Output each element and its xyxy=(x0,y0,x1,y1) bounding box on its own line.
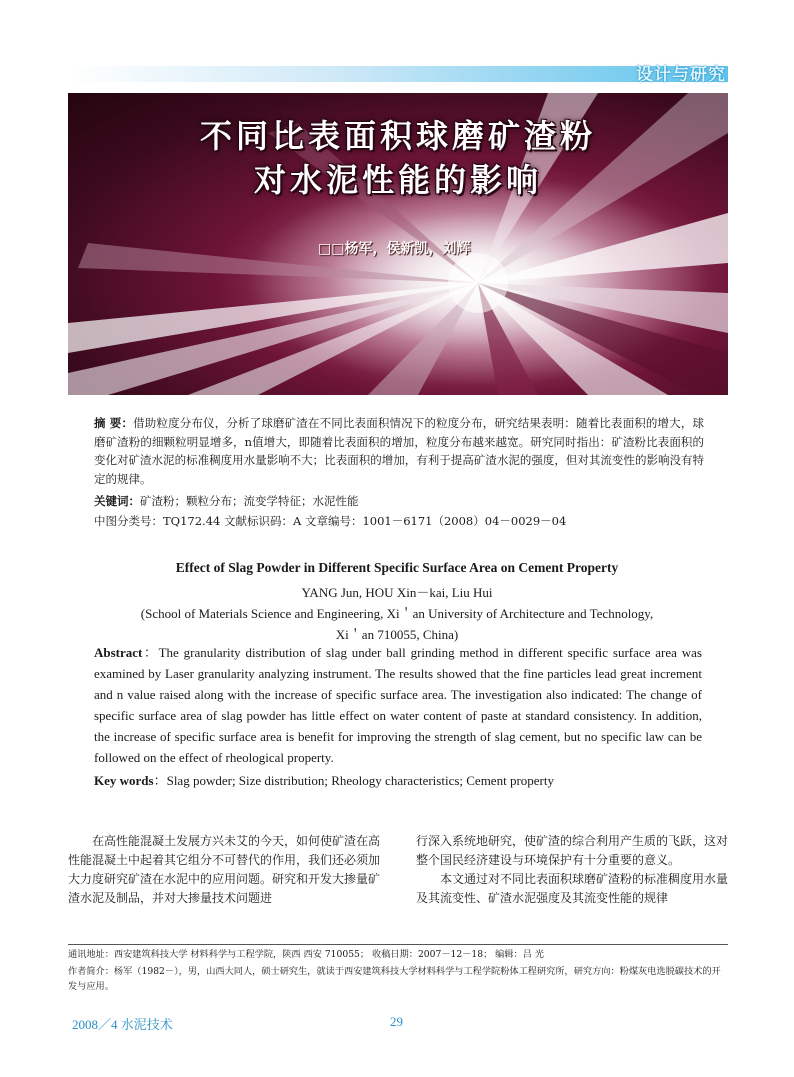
cn-keywords xyxy=(94,493,359,509)
body-paragraph: 在高性能混凝土发展方兴未艾的今天，如何使矿渣在高性能混凝土中起着其它组分不可替代的作用，我们还必须加大力度研究矿渣在水泥中的应用问题。研究和开发大掺量矿渣水泥及制品，并对大掺量技术问题进 xyxy=(68,834,381,905)
footnote-divider xyxy=(68,944,728,945)
en-title: Effect of Slag Powder in Different Specific Surface Area on Cement Property xyxy=(175,560,619,575)
banner-title-line2: 对水泥性能的影响 xyxy=(253,161,542,199)
body-column-right xyxy=(416,832,728,908)
body-paragraph: 本文通过对不同比表面积球磨矿渣粉的标准稠度用水量及其流变性、矿渣水泥强度及其流变性能的规律 xyxy=(416,872,729,905)
cn-keywords-label: 关键词： xyxy=(94,494,140,508)
cn-abstract xyxy=(94,414,704,488)
body-column-left xyxy=(68,832,380,908)
body-paragraph: 行深入系统地研究，使矿渣的综合利用产生质的飞跃，这对整个国民经济建设与环境保护有十分重要的意义。 xyxy=(416,834,729,867)
header-bar xyxy=(68,66,728,82)
en-keywords xyxy=(94,770,554,789)
title-banner xyxy=(68,93,728,395)
en-abstract-text: ：The granularity distribution of slag under ball grinding method in different specific surface area was examined by Laser granularity analyzing instrument. The results showed that the fine particles lead great increment and n value raised along with the increase of specific surface area. The investigation also indicated: The change of specific surface area of slag powder has little effect on water content of paste at standard consistency. In addition, the increase of specific surface area is benefit for improving the strength of slag cement, but no specific law can be followed on the effect of rheological property. xyxy=(94,645,702,765)
en-affiliation-line2: Xi＇an 710055, China) xyxy=(335,627,459,642)
footnote-author-bio: 作者简介：杨军（1982－），男，山西大同人，硕士研究生，就读于西安建筑科技大学材料科学与工程学院粉体工程研究所，研究方向：粉煤灰电选脱碳技术的开发与应用。 xyxy=(68,966,721,992)
en-affiliation-line1: (School of Materials Science and Engineering, Xi＇an University of Architecture and Technology, xyxy=(140,606,654,621)
en-abstract-label: Abstract xyxy=(94,645,143,660)
en-keywords-text: ：Slag powder; Size distribution; Rheology characteristics; Cement property xyxy=(153,773,554,788)
en-keywords-label: Key words xyxy=(94,773,154,788)
cn-keywords-text: 矿渣粉；颗粒分布；流变学特征；水泥性能 xyxy=(140,494,359,508)
journal-issue: 2008／4 水泥技术 xyxy=(72,1017,173,1032)
page-number: 29 xyxy=(390,1014,403,1029)
en-authors: YANG Jun, HOU Xin－kai, Liu Hui xyxy=(301,585,493,600)
footnote-address: 通讯地址：西安建筑科技大学 材料科学与工程学院，陕西 西安 710055； 收稿日期：2007－12－18； 编辑：吕 光 xyxy=(68,949,545,960)
cn-classification: 中图分类号：TQ172.44 文献标识码：A 文章编号：1001－6171（2008）04－0029－04 xyxy=(94,514,567,528)
cn-abstract-label: 摘 要： xyxy=(94,416,134,430)
cn-abstract-text: 借助粒度分布仪，分析了球磨矿渣在不同比表面积情况下的粒度分布，研究结果表明：随着比表面积的增大，球磨矿渣粉的细颗粒明显增多，n值增大，即随着比表面积的增加，粒度分布越来越宽。研究同时指出：矿渣粉比表面积的变化对矿渣水泥的标准稠度用水量影响不大；比表面积的增加，有利于提高矿渣水泥的强度，但对其流变性的影响没有特定的规律。 xyxy=(94,416,704,486)
banner-authors: □□杨军，侯新凯，刘辉 xyxy=(318,241,471,257)
en-abstract xyxy=(94,642,702,768)
section-tag: 设计与研究 xyxy=(636,65,726,85)
banner-title-line1: 不同比表面积球磨矿渣粉 xyxy=(199,117,596,155)
